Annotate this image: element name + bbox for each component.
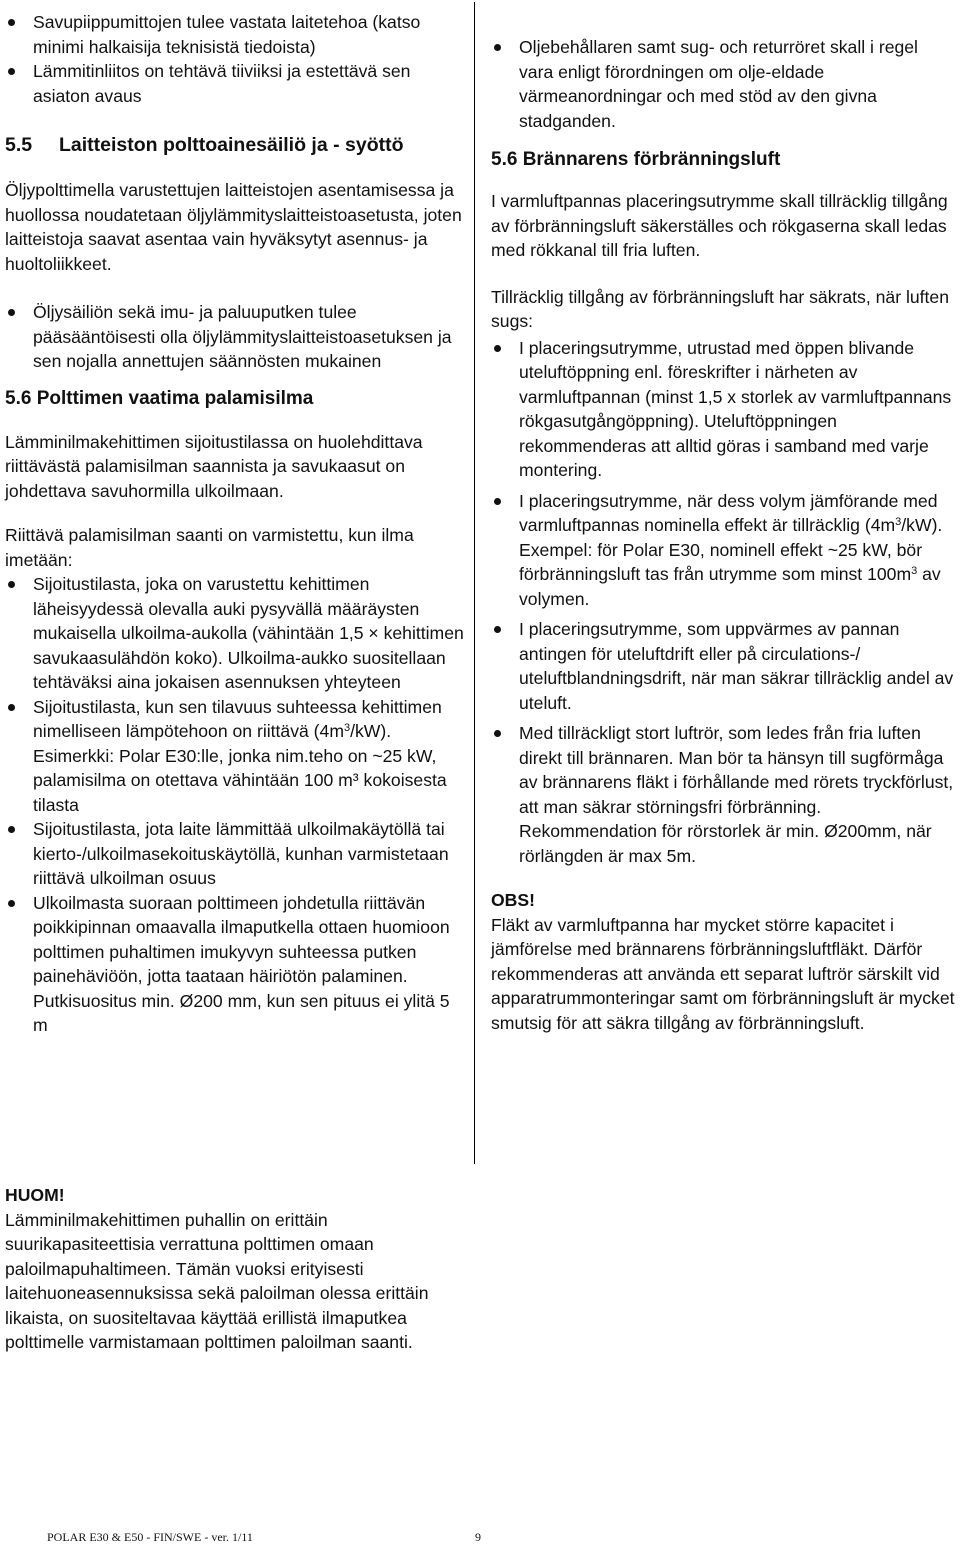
bullet-icon (494, 498, 501, 505)
left-column (5, 10, 467, 1038)
list-item (491, 617, 957, 715)
list-item (5, 891, 467, 1038)
bullet-list (491, 336, 957, 869)
paragraph: Riittävä palamisilman saanti on varmistettu, kun ilma imetään: (5, 525, 414, 570)
bullet-text: Lämmitinliitos on tehtävä tiiviiksi ja estettävä sen asiaton avaus (33, 61, 411, 106)
note-text: Lämminilmakehittimen puhallin on erittäin suurikapasiteettisia verrattuna polttimen omaan paloilmapuhaltimeen. Tämän vuoksi erityisesti laitehuoneasennuksissa sekä paloilman olessa erittäin likaista, on suositeltavaa käyttää erillistä ilmaputkea polttimelle varmistamaan polttimen paloilman saanti. (5, 1209, 429, 1352)
list-item (5, 300, 467, 374)
bullet-icon (494, 730, 501, 737)
bullet-text: Sijoitustilasta, jota laite lämmittää ulkoilmakäytöllä tai kierto-/ulkoilmasekoituskäytöllä, kunhan varmistetaan riittävä ulkoilman osuus (33, 819, 449, 888)
section-heading-5-6: 5.6 Polttimen vaatima palamisilma (5, 387, 314, 409)
bullet-text: I placeringsutrymme, utrustad med öppen blivande uteluftöppning enl. föreskrifter i närheten av varmluftpannan (minst 1,5 x storlek av varmluftpannans rökgasutgångöppning). Uteluftöppningen rekommenderas att alltid göras i samband med varje montering. (519, 337, 952, 480)
bullet-text: I placeringsutrymme, som uppvärmes av pannan antingen för uteluftdrift eller på circulations-/ uteluftblandningsdrift, när man säkrar tillräcklig andel av uteluft. (519, 619, 954, 713)
note-text: Fläkt av varmluftpanna har mycket större kapacitet i jämförelse med brännarens förbränningsluftfläkt. Därför rekommenderas att använda ett separat luftrör särskilt vid apparatrummonteringar samt om förbränningsluft är mycket smutsig för att säkra tillgång av förbränningsluft. (491, 914, 955, 1033)
bullet-icon (8, 581, 15, 588)
list-item (5, 817, 467, 891)
bullet-text: Med tillräckligt stort luftrör, som ledes från fria luften direkt till brännaren. Man bör ta hänsyn till sugförmåga av brännarens fläkt i förhållande med rörets tryckförlust, att man säkrar störningsfri förbränning. Rekommendation för rörstorlek är min. Ø200mm, när rörlängden är max 5m. (519, 723, 954, 866)
bullet-text: Ulkoilmasta suoraan polttimeen johdetulla riittävän poikkipinnan omaavalla ilmaputkella ottaen huomioon polttimen puhaltimen imukyvyn suhteessa putken painehäviöön, jotta taataan häiriötön palaminen. Putkisuositus min. Ø200 mm, kun sen pituus ei ylitä 5 m (33, 892, 450, 1035)
bullet-icon (494, 44, 501, 51)
bullet-icon (8, 900, 15, 907)
bullet-text: I placeringsutrymme, när dess volym jämförande med varmluftpannas nominella effekt är tillräcklig $(4m^3/kW)$. Exempel: för Polar E30, nominell effekt ~25 kW, bör förbränningsluft tas från utrymme som minst $100m^3$ av volymen. (519, 490, 943, 609)
note-label: OBS! (491, 890, 535, 910)
paragraph: Öljypolttimella varustettujen laitteistojen asentamisessa ja huollossa noudatetaan öljylämmityslaitteistoasetusta, joten laitteistoja saavat asentaa vain hyväksytyt asennus- ja huoltoliikkeet. (5, 180, 462, 274)
list-item (5, 572, 467, 695)
section-heading-5-5 (5, 132, 467, 158)
bullet-text: Sijoitustilasta, kun sen tilavuus suhteessa kehittimen nimelliseen lämpötehoon on riittävä $(4m^3/kW)$. Esimerkki: Polar E30:lle, jonka nim.teho on ~25 kW, palamisilma on otettava vähintään 100 m³ kokoisesta tilasta (33, 696, 447, 815)
bullet-text: Öljysäiliön sekä imu- ja paluuputken tulee pääsääntöisesti olla öljylämmityslaitteistoasetuksen ja sen nojalla annettujen säännösten mukainen (33, 302, 452, 371)
section-heading-5-6-swe: 5.6 Brännarens förbränningsluft (491, 149, 781, 170)
bullet-text: Sijoitustilasta, joka on varustettu kehittimen läheisyydessä olevalla auki pysyvällä määräysten mukaisella ulkoilma-aukolla (vähintään 1,5 × kehittimen savukaasulähdön koko). Ulkoilma-aukko suositellaan tehtäväksi aina jokaisen asennuksen yhteyteen (33, 574, 464, 692)
list-item (491, 336, 957, 483)
section-number: 5.5 (5, 134, 33, 156)
list-item (5, 59, 467, 108)
paragraph: Lämminilmakehittimen sijoitustilassa on huolehdittava riittävästä palamisilman saannista ja savukaasut on johdettava savuhormilla ulkoilmaan. (5, 431, 423, 501)
list-item (491, 721, 957, 868)
column-divider (474, 2, 475, 1164)
huom-note (5, 1183, 470, 1355)
right-column (491, 35, 957, 1035)
bullet-icon (8, 309, 15, 316)
list-item (5, 10, 467, 59)
bullet-icon (494, 626, 501, 633)
bullet-icon (8, 19, 15, 26)
bullet-icon (494, 345, 501, 352)
bullet-icon (8, 68, 15, 75)
paragraph: I varmluftpannas placeringsutrymme skall tillräcklig tillgång av förbränningsluft säkerställes och rökgaserna skall ledas med rökkanal till fria luften. (491, 191, 948, 260)
page-number: 9 (475, 1530, 481, 1544)
list-item (491, 489, 957, 612)
section-title: Laitteiston polttoainesäiliö ja - syöttö (59, 134, 404, 156)
list-item (491, 35, 957, 133)
footer-document-id: POLAR E30 & E50 - FIN/SWE - ver. 1/11 (47, 1530, 253, 1544)
bullet-icon (8, 826, 15, 833)
note-label: HUOM! (5, 1185, 65, 1205)
paragraph: Tillräcklig tillgång av förbränningsluft har säkrats, när luften sugs: (491, 286, 949, 331)
bullet-text: Savupiippumittojen tulee vastata laitetehoa (katso minimi halkaisija teknisistä tiedoista) (33, 12, 421, 57)
bullet-text: Oljebehållaren samt sug- och returröret skall i regel vara enligt förordningen om olje-eldade värmeanordningar och med stöd av den givna stadganden. (519, 37, 918, 131)
list-item (5, 695, 467, 818)
bullet-icon (8, 704, 15, 711)
